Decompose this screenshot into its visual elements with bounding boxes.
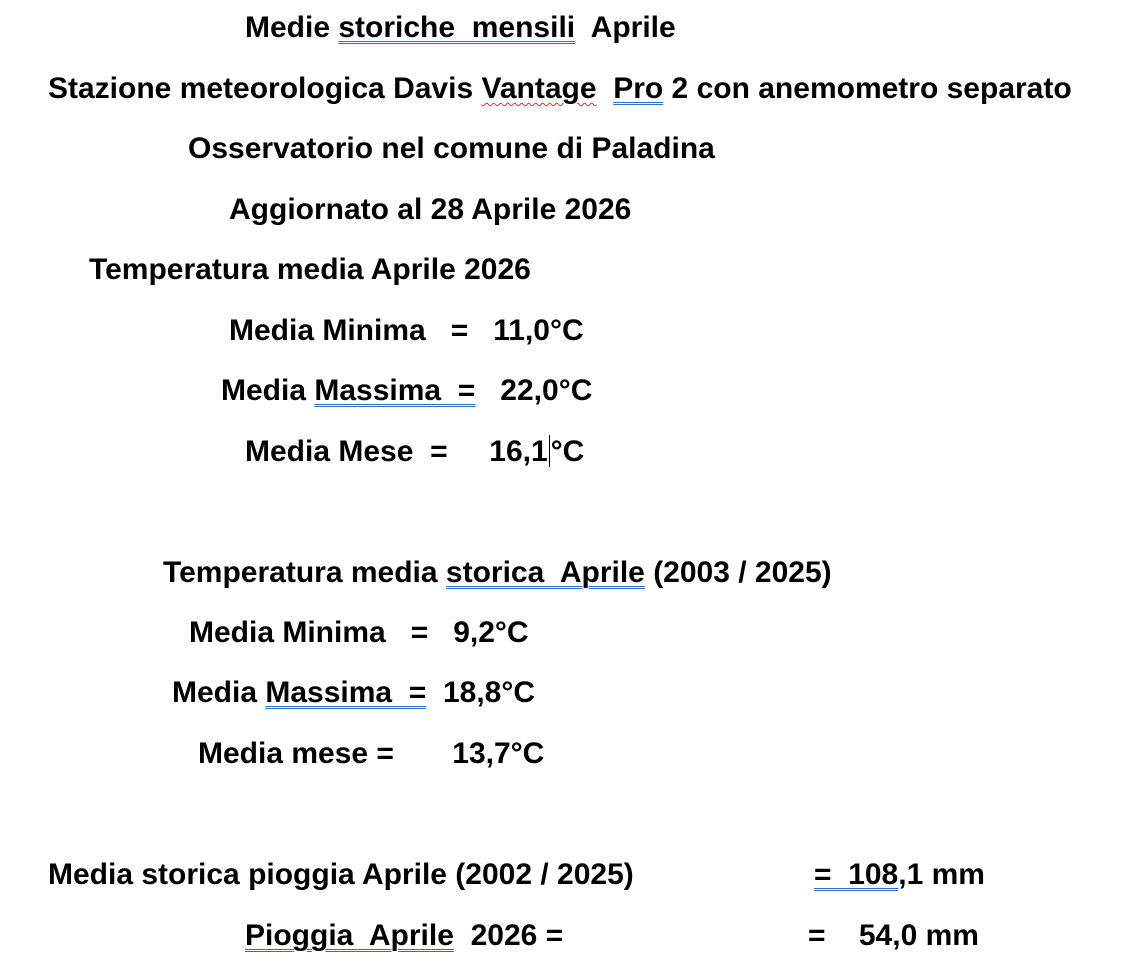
- station-part: Pro: [613, 72, 664, 105]
- rain-current-value: = 54,0 mm: [808, 919, 979, 952]
- historical-heading-part: (2003 / 2025): [644, 556, 832, 589]
- rain-current-label-part: 2026 =: [453, 919, 564, 952]
- station-part: Stazione meteorologica Davis: [48, 72, 482, 105]
- station-part: [597, 72, 614, 105]
- rain-historical-value-part: = 108: [814, 858, 899, 891]
- historical-max-part: Media: [172, 676, 266, 709]
- rain-historical-label: Media storica pioggia Aprile (2002 / 2025): [48, 858, 634, 891]
- historical-max-part: 18,8°C: [426, 676, 536, 709]
- station-line: [48, 71, 1072, 107]
- current-month-part: °C: [550, 435, 585, 468]
- station-part: Vantage: [481, 72, 597, 105]
- current-max-part: 22,0°C: [475, 374, 593, 407]
- rain-current-label: [245, 918, 563, 954]
- page-title: [245, 10, 676, 46]
- historical-month: Media mese = 13,7°C: [198, 737, 545, 770]
- historical-max: [172, 675, 535, 711]
- title-part: storiche mensili: [338, 11, 576, 44]
- rain-historical-value: [814, 857, 985, 893]
- text-cursor: [549, 435, 550, 467]
- rain-current-label-part: Pioggia Aprile: [245, 919, 454, 952]
- current-min: Media Minima = 11,0°C: [229, 314, 584, 347]
- current-month: [245, 434, 584, 470]
- title-part: Medie: [245, 11, 339, 44]
- historical-max-part: Massima =: [265, 676, 427, 709]
- historical-min: Media Minima = 9,2°C: [189, 616, 529, 649]
- historical-heading-part: storica Aprile: [445, 556, 645, 589]
- updated-line: Aggiornato al 28 Aprile 2026: [229, 193, 632, 226]
- current-max-part: Media: [221, 374, 315, 407]
- current-heading: Temperatura media Aprile 2026: [89, 253, 531, 286]
- current-max-part: Massima =: [314, 374, 476, 407]
- rain-historical-value-part: ,1 mm: [898, 858, 985, 891]
- observatory-line: Osservatorio nel comune di Paladina: [188, 132, 715, 165]
- current-month-part: Media Mese = 16,1: [245, 435, 548, 468]
- current-max: [221, 373, 592, 409]
- title-part: Aprile: [575, 11, 676, 44]
- historical-heading: [163, 555, 832, 591]
- station-part: 2 con anemometro separato: [663, 72, 1072, 105]
- historical-heading-part: Temperatura media: [163, 556, 446, 589]
